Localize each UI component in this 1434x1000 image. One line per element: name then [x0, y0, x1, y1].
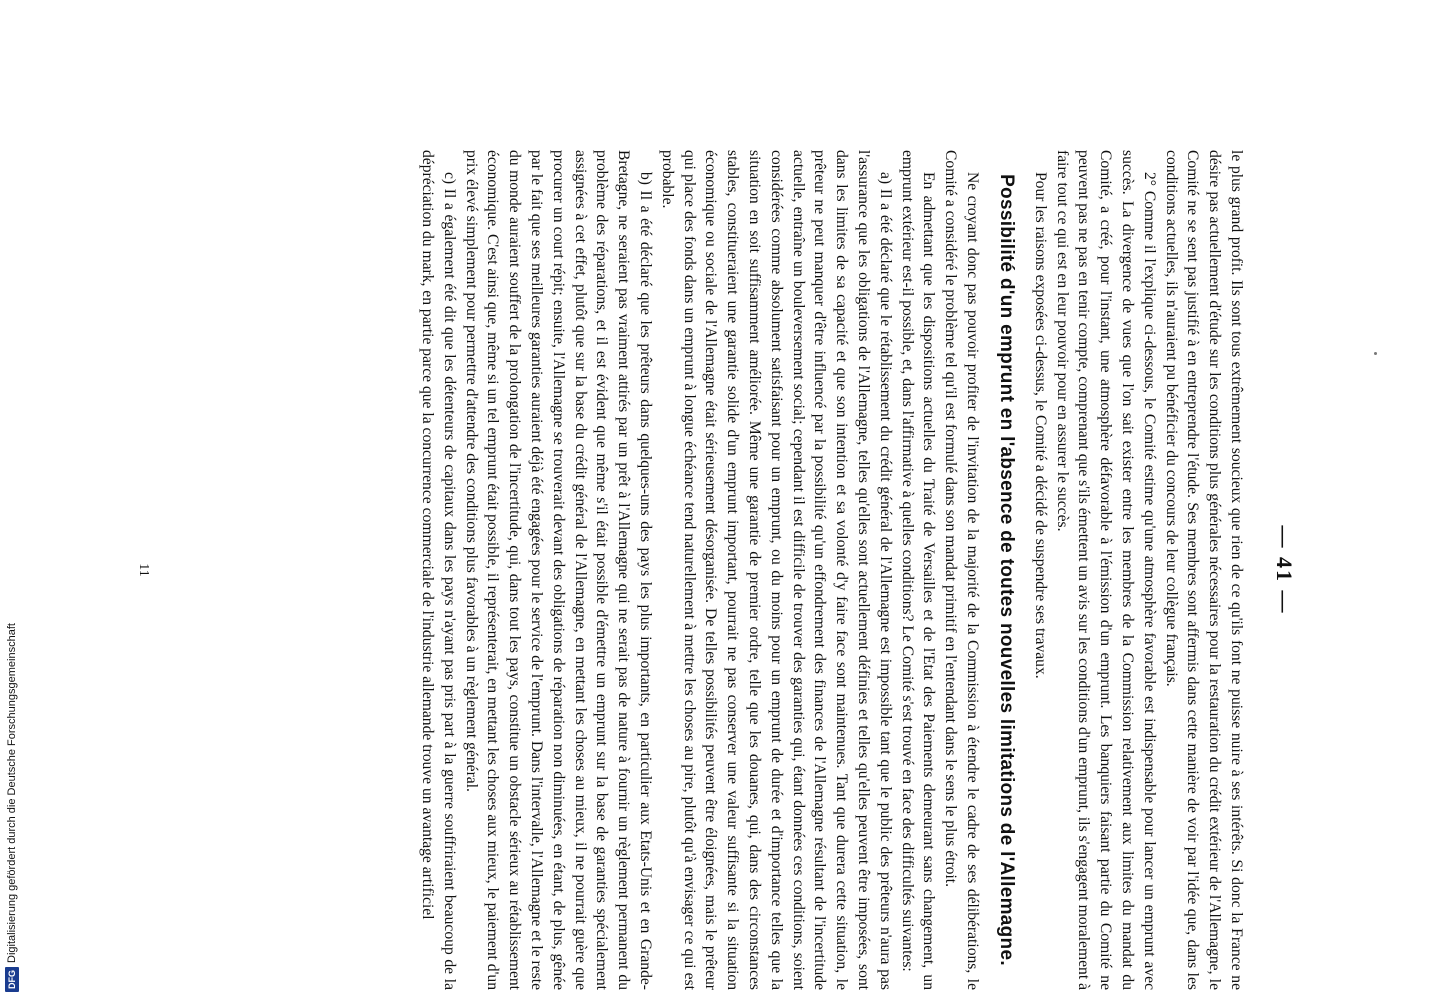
scan-speck [1374, 352, 1377, 355]
section-paragraph-a: a) Il a été déclaré que le rétablissement du crédit général de l'Allemagne est impossible tant que le public des prêteurs n'aura pas l'assurance que les obligations de l'Allemagne, telles qu'elles sont actuellement définies et telles qu'elles peuvent être imposées, sont dans les limites de sa capacité et que son intention et sa volonté d'y faire face sont maintenues. Tant que durera cette situation, le prêteur ne peut manquer d'être influencé par la possibilité qu'un effondrement des finances de l'Allemagne résultant de l'incertitude actuelle, entraîne un bouleversement social; cependant il est difficile de trouver des garanties qui, étant données ces conditions, soient considérées comme absolument satisfaisant pour un emprunt, ou du moins pour un emprunt de durée et d'importance telles que la situation en soit suffisamment améliorée. Même une garantie de premier ordre, telle que les douanes, qui, dans des circonstances stables, constitueraient une garantie solide d'un emprunt important, pourrait ne pas conserver une valeur suffisante si la situation économique ou sociale de l'Allemagne était sérieusement désorganisée. De telles possibilités peuvent être éloignées, mais le prêteur qui place des fonds dans un emprunt à longue échéance tend naturellement à mettre les choses au pire, plutôt qu'à envisager ce qui est probable. [658, 150, 894, 990]
section-paragraph-c: c) Il a également été dit que les détenteurs de capitaux dans les pays n'ayant pas pris part à la guerre souffriraient beaucoup de la dépréciation du mark, en partie parce que la concurrence commerciale de l'industrie allemande trouve un avantage artificiel [419, 150, 458, 990]
digitization-credit-text: Digitalisierung gefördert durch die Deutsche Forschungsgemeinschaft [6, 623, 18, 963]
paragraph-conclusion: Pour les raisons exposées ci-dessus, le Comité a décidé de suspendre ses travaux. [1031, 172, 1049, 679]
page-number-header: — 41 — [1272, 525, 1297, 615]
section-paragraph-b: b) Il a été déclaré que les prêteurs dans quelques-uns des pays les plus importants, en particulier aux Etats-Unis et en Grande-Bretagne, ne seraient pas vraiment attirés par un prêt à l'Allemagne qui ne serait pas de nature à fournir un règlement permanent du problème des réparations, et il est évident que même s'il était possible d'émettre un emprunt sur la base de garanties spécialement assignées à cet effet, plutôt que sur la base du crédit général de l'Allemagne, en mettant les choses au mieux, il ne pourrait guère que procurer un court répit; ensuite, l'Allemagne se trouverait devant des obligations de réparation non diminuées, en étant, de plus, gênée par le fait que ses meilleures garanties auraient déjà été engagées pour le service de l'emprunt. Dans l'intervalle, l'Allemagne et le reste du monde auraient souffert de la prolongation de l'incertitude, qui, dans tout les pays, constitue un obstacle sérieux au rétablissement économique. C'est ainsi que, même si un tel emprunt était possible, il représenterait, en mettant les choses aux mieux, le paiement d'un prix élevé simplement pour permettre d'attendre des conditions plus favorables à un règlement général. [462, 150, 655, 990]
section-paragraph-intro: Ne croyant donc pas pouvoir profiter de l'invitation de la majorité de la Commission à étendre le cadre de ses délibérations, le Comité a considéré le problème tel qu'il est formulé dans son mandat primitif en l'entendant dans le sens le plus étroit. [942, 150, 982, 990]
paragraph-point-2: 2° Comme il l'explique ci-dessous, le Comité estime qu'une atmosphère favorable est indispensable pour lancer un emprunt avec succès. La divergence de vues que l'on sait exister entre les membres de la Commission relativement aux limites du mandat du Comité, a créé, pour l'instant, une atmosphère défavorable à l'émission d'un emprunt. Les banquiers faisant partie du Comité ne peuvent pas ne pas en tenir compte, comprenant que s'ils émettent un avis sur les conditions d'un emprunt, ils s'engagent moralement à faire tout ce qui est en leur pouvoir pour en assurer le succès. [1053, 150, 1158, 990]
document-body [416, 150, 1247, 990]
digitization-credit [3, 2, 21, 992]
dfg-logo-icon: DFG [5, 967, 19, 992]
section-heading: Possibilité d'un emprunt en l'absence de toutes nouvelles limitations de l'Allemagne. [996, 174, 1018, 966]
printer-signature-mark: 11 [136, 563, 151, 577]
paragraph-continuation: le plus grand profit. Ils sont tous extrêmement soucieux que rien de ce qu'ils font ne puisse nuire à ses intérêts. Si donc la France ne désire pas actuellement d'étude sur les conditions plus générales nécessaires pour la restauration du crédit extérieur de l'Allemagne, le Comité ne se sent pas justifié à en entreprendre l'étude. Ses membres sont affermis dans cette manière de voir par l'idée que, dans les conditions actuelles, ils n'auraient pu bénéficier du concours de leur collègue français. [1162, 150, 1245, 990]
rotated-document-page [115, 150, 1315, 990]
section-paragraph-question: En admettant que les dispositions actuelles du Traité de Versailles et de l'Etat des Paiements demeurant sans changement, un emprunt extérieur est-il possible, et, dans l'affirmative à quelles conditions? Le Comité s'est trouvé en face des difficultés suivantes: [898, 150, 938, 990]
